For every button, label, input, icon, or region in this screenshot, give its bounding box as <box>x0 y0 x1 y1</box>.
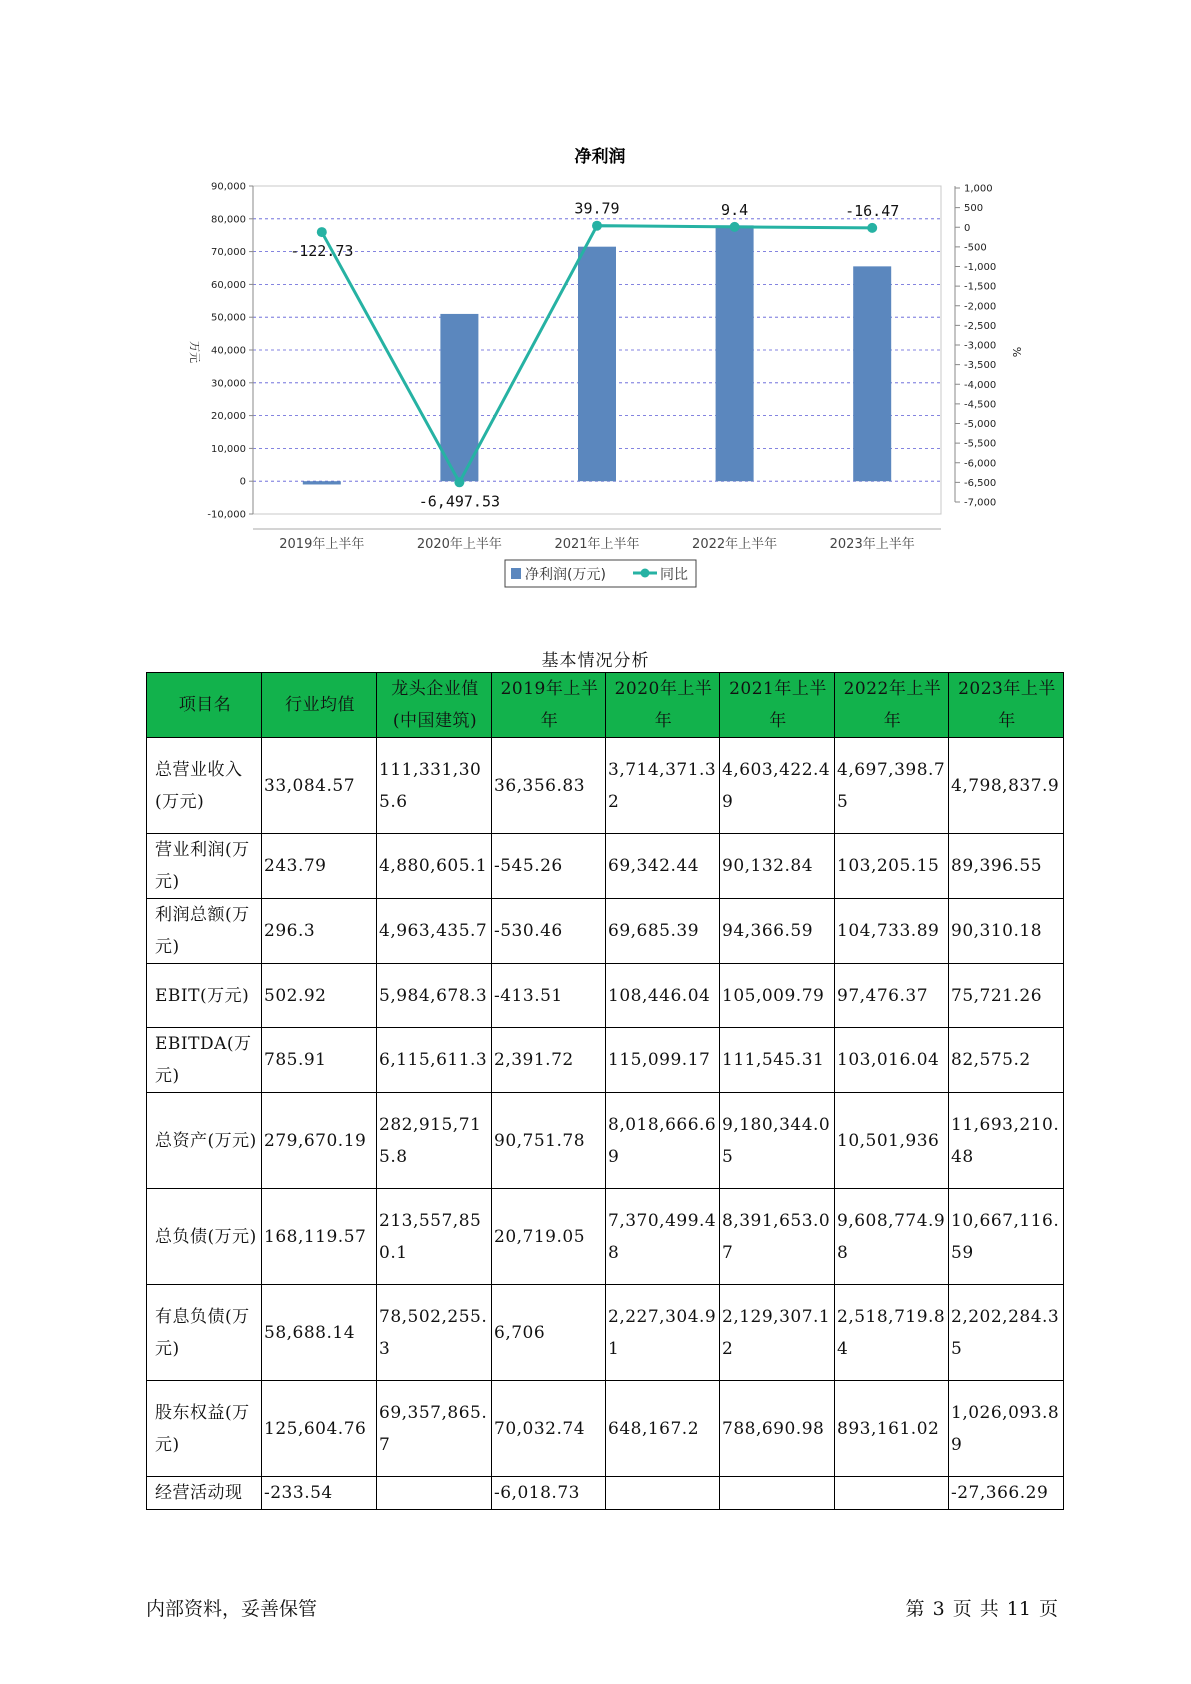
value-cell: 8,018,666.69 <box>606 1093 720 1189</box>
value-cell: 2,202,284.35 <box>949 1285 1064 1381</box>
value-cell: -530.46 <box>492 899 606 964</box>
table-row <box>147 1381 1064 1477</box>
row-label-cell: 利润总额(万元) <box>147 899 262 964</box>
row-label-cell: 营业利润(万元) <box>147 834 262 899</box>
right-tick-label: -1,500 <box>964 281 997 293</box>
table-row <box>147 1477 1064 1510</box>
right-tick-label: -3,000 <box>964 340 997 352</box>
value-cell: 4,697,398.75 <box>835 738 949 834</box>
bar <box>716 225 754 481</box>
x-tick-label: 2022年上半年 <box>692 537 778 552</box>
line-point <box>867 223 877 233</box>
right-tick-label: -6,000 <box>964 458 997 470</box>
value-cell: 97,476.37 <box>835 964 949 1028</box>
value-cell: 125,604.76 <box>262 1381 377 1477</box>
y2-axis-title: % <box>1010 346 1023 358</box>
value-cell: -413.51 <box>492 964 606 1028</box>
value-cell: 7,370,499.48 <box>606 1189 720 1285</box>
line-point <box>730 222 740 232</box>
line-data-label: -16.47 <box>845 201 900 220</box>
value-cell: 4,603,422.49 <box>720 738 835 834</box>
value-cell: 9,180,344.05 <box>720 1093 835 1189</box>
header-cell: 2021年上半年 <box>720 673 835 738</box>
line-data-label: 9.4 <box>721 200 749 219</box>
left-tick-label: 30,000 <box>211 378 246 390</box>
right-tick-label: -2,000 <box>964 301 997 313</box>
table-row <box>147 1093 1064 1189</box>
row-label-cell: EBIT(万元) <box>147 964 262 1028</box>
value-cell: 70,032.74 <box>492 1381 606 1477</box>
left-tick-label: 10,000 <box>211 443 246 455</box>
line-point <box>454 477 464 487</box>
right-tick-label: -1,000 <box>964 262 997 273</box>
value-cell: 115,099.17 <box>606 1028 720 1093</box>
value-cell: -233.54 <box>262 1477 377 1510</box>
x-tick-label: 2020年上半年 <box>416 537 502 552</box>
value-cell: 78,502,255.3 <box>377 1285 492 1381</box>
value-cell: 69,357,865.7 <box>377 1381 492 1477</box>
value-cell: 8,391,653.07 <box>720 1189 835 1285</box>
left-tick-label: 20,000 <box>211 411 246 423</box>
value-cell: 4,798,837.9 <box>949 738 1064 834</box>
line-data-label: 39.79 <box>574 199 620 218</box>
value-cell: 89,396.55 <box>949 834 1064 899</box>
right-tick-label: 1,000 <box>964 183 993 195</box>
bar <box>578 247 616 482</box>
y-axis-title: 万元 <box>188 341 201 363</box>
value-cell: 104,733.89 <box>835 899 949 964</box>
value-cell: 69,685.39 <box>606 899 720 964</box>
value-cell: 10,501,936 <box>835 1093 949 1189</box>
value-cell: 296.3 <box>262 899 377 964</box>
legend <box>505 560 696 587</box>
line-point <box>592 221 602 231</box>
table-row <box>147 1285 1064 1381</box>
header-cell: 2020年上半年 <box>606 673 720 738</box>
right-tick-label: -7,000 <box>964 497 997 509</box>
header-cell: 行业均值 <box>262 673 377 738</box>
value-cell: 58,688.14 <box>262 1285 377 1381</box>
value-cell <box>606 1477 720 1510</box>
table-row <box>147 964 1064 1028</box>
value-cell: 94,366.59 <box>720 899 835 964</box>
value-cell <box>377 1477 492 1510</box>
value-cell: 33,084.57 <box>262 738 377 834</box>
value-cell: 111,545.31 <box>720 1028 835 1093</box>
right-tick-label: -5,000 <box>964 419 997 430</box>
row-label-cell: 总资产(万元) <box>147 1093 262 1189</box>
x-axis-ticks <box>279 536 914 552</box>
header-cell: 龙头企业值(中国建筑) <box>377 673 492 738</box>
value-cell: 82,575.2 <box>949 1028 1064 1093</box>
right-tick-label: -6,500 <box>964 477 997 489</box>
right-tick-label: -2,500 <box>964 320 997 332</box>
table-row <box>147 834 1064 899</box>
table-header-row <box>147 673 1064 738</box>
value-cell: 11,693,210.48 <box>949 1093 1064 1189</box>
value-cell: 36,356.83 <box>492 738 606 834</box>
left-tick-label: 80,000 <box>211 214 246 226</box>
table-row <box>147 899 1064 964</box>
value-cell: 10,667,116.59 <box>949 1189 1064 1285</box>
value-cell: 6,115,611.3 <box>377 1028 492 1093</box>
value-cell: 105,009.79 <box>720 964 835 1028</box>
row-label-cell: 有息负债(万元) <box>147 1285 262 1381</box>
table-title: 基本情况分析 <box>541 651 650 671</box>
value-cell <box>720 1477 835 1510</box>
table-row <box>147 738 1064 834</box>
value-cell: 4,880,605.1 <box>377 834 492 899</box>
header-cell: 2022年上半年 <box>835 673 949 738</box>
value-cell: 90,751.78 <box>492 1093 606 1189</box>
legend-line-marker <box>641 569 650 578</box>
value-cell: 785.91 <box>262 1028 377 1093</box>
value-cell: 502.92 <box>262 964 377 1028</box>
row-label-cell: 总营业收入(万元) <box>147 738 262 834</box>
left-tick-label: 60,000 <box>211 279 246 291</box>
left-tick-label: 70,000 <box>211 247 246 259</box>
value-cell: 3,714,371.32 <box>606 738 720 834</box>
table-row <box>147 1189 1064 1285</box>
right-axis-ticks <box>955 184 996 509</box>
x-tick-label: 2019年上半年 <box>279 537 365 552</box>
value-cell: 90,132.84 <box>720 834 835 899</box>
value-cell: 2,518,719.84 <box>835 1285 949 1381</box>
value-cell: 2,227,304.91 <box>606 1285 720 1381</box>
right-tick-label: -4,000 <box>964 379 997 391</box>
value-cell: 108,446.04 <box>606 964 720 1028</box>
value-cell: 893,161.02 <box>835 1381 949 1477</box>
net-profit-chart <box>0 0 1191 620</box>
right-tick-label: 500 <box>964 203 984 215</box>
value-cell: 4,963,435.7 <box>377 899 492 964</box>
bar <box>853 266 891 481</box>
value-cell: 788,690.98 <box>720 1381 835 1477</box>
row-label-cell: EBITDA(万元) <box>147 1028 262 1093</box>
x-tick-label: 2023年上半年 <box>829 537 915 552</box>
value-cell: 75,721.26 <box>949 964 1064 1028</box>
value-cell: 168,119.57 <box>262 1189 377 1285</box>
value-cell: 2,129,307.12 <box>720 1285 835 1381</box>
right-tick-label: 0 <box>964 222 971 234</box>
left-tick-label: -10,000 <box>207 509 246 521</box>
chart-title: 净利润 <box>574 147 626 167</box>
line-data-label: -122.73 <box>290 242 354 261</box>
header-cell: 项目名 <box>147 673 262 738</box>
value-cell: 1,026,093.89 <box>949 1381 1064 1477</box>
left-tick-label: 0 <box>239 476 246 488</box>
value-cell: 69,342.44 <box>606 834 720 899</box>
legend-bar-label: 净利润(万元) <box>525 567 606 583</box>
row-label-cell: 股东权益(万元) <box>147 1381 262 1477</box>
row-label-cell: 总负债(万元) <box>147 1189 262 1285</box>
footer-page-number: 第 3 页 共 11 页 <box>905 1598 1058 1620</box>
table-row <box>147 1028 1064 1093</box>
value-cell: 9,608,774.98 <box>835 1189 949 1285</box>
left-tick-label: 50,000 <box>211 312 246 324</box>
header-cell: 2023年上半年 <box>949 673 1064 738</box>
value-cell: 2,391.72 <box>492 1028 606 1093</box>
value-cell: 213,557,850.1 <box>377 1189 492 1285</box>
row-label-cell: 经营活动现 <box>147 1477 262 1510</box>
right-tick-label: -3,500 <box>964 360 997 372</box>
value-cell: 103,205.15 <box>835 834 949 899</box>
left-tick-label: 40,000 <box>211 345 246 357</box>
value-cell: 6,706 <box>492 1285 606 1381</box>
value-cell: -6,018.73 <box>492 1477 606 1510</box>
value-cell: 5,984,678.3 <box>377 964 492 1028</box>
value-cell: 111,331,305.6 <box>377 738 492 834</box>
x-tick-label: 2021年上半年 <box>554 537 640 552</box>
line-data-label: -6,497.53 <box>418 492 501 511</box>
legend-bar-swatch <box>511 568 521 579</box>
value-cell: 20,719.05 <box>492 1189 606 1285</box>
right-tick-label: -500 <box>964 242 987 254</box>
basic-analysis-table <box>146 672 1064 1510</box>
value-cell: -545.26 <box>492 834 606 899</box>
legend-line-label: 同比 <box>660 567 688 583</box>
footer-confidential: 内部资料，妥善保管 <box>146 1598 318 1620</box>
header-cell: 2019年上半年 <box>492 673 606 738</box>
value-cell: 279,670.19 <box>262 1093 377 1189</box>
right-tick-label: -4,500 <box>964 399 997 411</box>
value-cell: 243.79 <box>262 834 377 899</box>
value-cell: -27,366.29 <box>949 1477 1064 1510</box>
left-tick-label: 90,000 <box>211 181 246 193</box>
value-cell <box>835 1477 949 1510</box>
left-axis-ticks <box>207 182 253 521</box>
right-tick-label: -5,500 <box>964 438 997 450</box>
value-cell: 648,167.2 <box>606 1381 720 1477</box>
line-point <box>317 227 327 237</box>
value-cell: 90,310.18 <box>949 899 1064 964</box>
value-cell: 282,915,715.8 <box>377 1093 492 1189</box>
bar <box>303 481 341 484</box>
value-cell: 103,016.04 <box>835 1028 949 1093</box>
